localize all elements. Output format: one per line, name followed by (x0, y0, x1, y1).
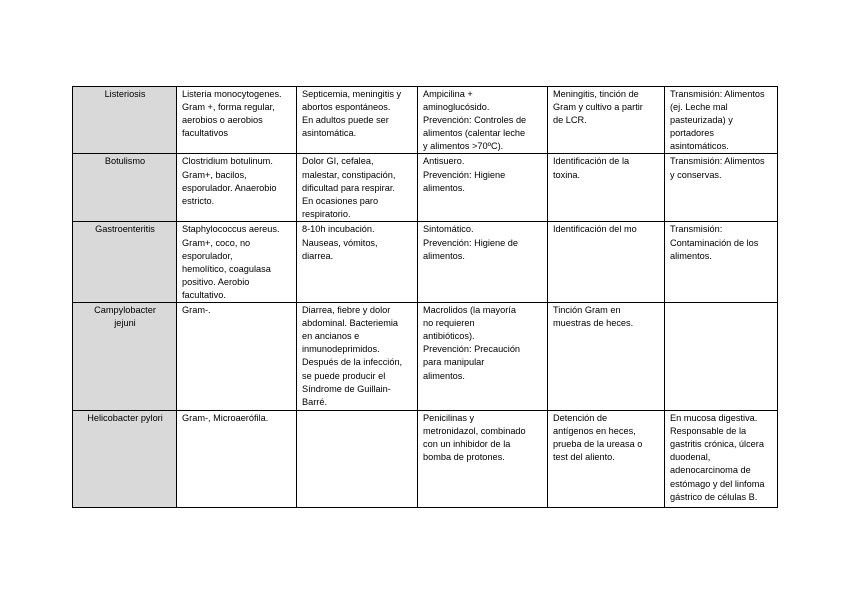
cell-text-line: gástrico de células B. (670, 491, 758, 502)
table-cell (177, 87, 297, 154)
table-cell (548, 154, 665, 222)
table-cell (418, 411, 548, 508)
disease-name-line: Campylobacter (94, 305, 156, 316)
cell-text-line: metronidazol, combinado (423, 426, 526, 437)
disease-name-line: Botulismo (104, 156, 146, 167)
cell-text-line: En adultos puede ser (302, 115, 389, 126)
cell-text-line: Listeria monocytogenes. (182, 89, 282, 99)
table-cell (177, 154, 297, 222)
cell-text-line: Penicilinas y (423, 413, 475, 424)
table-cell (177, 303, 297, 411)
cell-text-line: aerobios o aerobios (182, 115, 263, 126)
cell-text-line: positivo. Aerobio (182, 276, 250, 287)
cell-text-line: asintomáticos. (670, 141, 729, 152)
cell-text-line: duodenal, (670, 452, 711, 463)
cell-text-line: Diarrea, fiebre y dolor (302, 305, 391, 316)
cell-text-line: bomba de protones. (423, 452, 505, 463)
cell-text-line: antígenos en heces, (553, 426, 636, 437)
cell-text-line: Identificación del mo (553, 224, 637, 235)
cell-text-line: Dolor GI, cefalea, (302, 156, 374, 167)
cell-text-line: Prevención: Higiene de (423, 237, 518, 248)
cell-text-line: facultativo. (182, 289, 226, 300)
table-cell (548, 87, 665, 154)
table-row (73, 154, 778, 222)
cell-text-line: de LCR. (553, 115, 587, 126)
cell-text-line: no requieren (423, 318, 475, 329)
cell-text-line: asintomática. (302, 128, 357, 139)
cell-text-line: aminoglucósido. (423, 102, 490, 113)
table-cell (418, 87, 548, 154)
cell-text-line: Transmisión: Alimentos (670, 156, 765, 167)
cell-text-line: alimentos (calentar leche (423, 128, 526, 139)
cell-text-line: Septicemia, meningitis y (302, 89, 402, 99)
cell-text-line: alimentos. (423, 182, 465, 193)
cell-text-line: Transmisión: Alimentos (670, 89, 765, 99)
cell-text-line: alimentos. (670, 250, 712, 261)
cell-text-line: Staphylococcus aereus. (182, 224, 280, 235)
cell-text-line: dificultad para respirar. (302, 182, 395, 193)
table-row (73, 411, 778, 508)
cell-text-line: con un inhibidor de la (423, 439, 511, 450)
cell-text-line: Tinción Gram en (553, 305, 621, 316)
cell-text-line: esporulador, (182, 250, 233, 261)
cell-text-line: estómago y del linfoma (670, 478, 765, 489)
cell-text-line: abdominal. Bacteriemia (302, 318, 399, 329)
table-body (73, 87, 778, 508)
cell-text-line: y conservas. (670, 169, 722, 180)
cell-text-line: inmunodeprimidos. (302, 344, 380, 355)
table-cell (418, 222, 548, 303)
cell-text-line: Macrolidos (la mayoría (423, 305, 516, 316)
cell-text-line: prueba de la ureasa o (553, 439, 643, 450)
cell-text-line: En ocasiones paro (302, 195, 379, 206)
disease-name-line: Listeriosis (104, 89, 146, 99)
cell-text-line: estricto. (182, 195, 215, 206)
cell-text-line: Prevención: Higiene (423, 169, 506, 180)
cell-text-line: gastritis crónica, úlcera (670, 439, 764, 450)
disease-name-cell (73, 87, 177, 154)
table-cell (548, 303, 665, 411)
cell-text-line: Responsable de la (670, 426, 747, 437)
table-row (73, 222, 778, 303)
cell-text-line: se puede producir el (302, 370, 386, 381)
cell-text-line: 8-10h incubación. (302, 224, 375, 235)
table-cell (177, 222, 297, 303)
table-cell (548, 411, 665, 508)
cell-text-line: malestar, constipación, (302, 169, 396, 180)
cell-text-line: Transmisión: (670, 224, 723, 235)
cell-text-line: Barré. (302, 396, 328, 407)
cell-text-line: Contaminación de los (670, 237, 759, 248)
cell-text-line: para manipular (423, 357, 485, 368)
cell-text-line: alimentos. (423, 250, 465, 261)
table-row (73, 87, 778, 154)
cell-text-line: Identificación de la (553, 156, 630, 167)
cell-text-line: Ampicilina + (423, 89, 473, 99)
table-cell (418, 154, 548, 222)
cell-text-line: diarrea. (302, 250, 334, 261)
table-cell (665, 154, 778, 222)
disease-name-line: jejuni (114, 318, 136, 329)
cell-text-line: Gram-, Microaerófila. (182, 413, 269, 424)
cell-text-line: respiratorio. (302, 208, 351, 219)
cell-text-line: Síndrome de Guillain- (302, 383, 391, 394)
cell-text-line: Prevención: Precaución (423, 344, 521, 355)
table-cell (665, 411, 778, 508)
cell-text-line: (ej. Leche mal (670, 102, 728, 113)
table-cell (297, 154, 418, 222)
table-cell (665, 222, 778, 303)
cell-text-line: Gram+, coco, no (182, 237, 251, 248)
disease-name-cell (73, 154, 177, 222)
cell-text-line: hemolítico, coagulasa (182, 263, 271, 274)
cell-text-line: En mucosa digestiva. (670, 413, 758, 424)
cell-text-line: Después de la infección, (302, 357, 403, 368)
cell-text-line: Gram+, bacilos, (182, 169, 247, 180)
disease-name-cell (73, 411, 177, 508)
disease-name-cell (73, 303, 177, 411)
cell-text-line: en ancianos e (302, 331, 360, 342)
cell-text-line: pasteurizada) y (670, 115, 733, 126)
cell-text-line: toxina. (553, 169, 581, 180)
table-cell (177, 411, 297, 508)
bacteria-table (72, 86, 778, 508)
cell-text-line: Gram y cultivo a partir (553, 102, 643, 113)
table-cell (297, 303, 418, 411)
table-cell (665, 87, 778, 154)
table-cell (665, 303, 778, 411)
cell-text-line: muestras de heces. (553, 318, 634, 329)
cell-text-line: antibióticos). (423, 331, 475, 342)
table-row (73, 303, 778, 411)
cell-text-line: abortos espontáneos. (302, 102, 391, 113)
cell-text-line: y alimentos >70ºC). (423, 141, 504, 152)
table-cell (418, 303, 548, 411)
cell-text-line: alimentos. (423, 370, 465, 381)
cell-text-line: Prevención: Controles de (423, 115, 527, 126)
cell-text-line: Gram +, forma regular, (182, 102, 275, 113)
table-cell (297, 222, 418, 303)
cell-text-line: portadores (670, 128, 714, 139)
cell-text-line: Gram-. (182, 305, 211, 316)
cell-text-line: Antisuero. (423, 156, 465, 167)
cell-text-line: facultativos (182, 128, 228, 139)
cell-text-line: Clostridium botulinum. (182, 156, 273, 167)
table-cell (297, 87, 418, 154)
table-cell (548, 222, 665, 303)
disease-name-cell (73, 222, 177, 303)
disease-name-line: Helicobacter pylori (87, 413, 163, 424)
cell-text-line: test del aliento. (553, 452, 615, 463)
disease-name-line: Gastroenteritis (95, 224, 155, 235)
cell-text-line: Sintomático. (423, 224, 474, 235)
cell-text-line: Detención de (553, 413, 608, 424)
cell-text-line: esporulador. Anaerobio (182, 182, 277, 193)
cell-text-line: adenocarcinoma de (670, 465, 751, 476)
cell-text-line: Meningitis, tinción de (553, 89, 639, 99)
table-cell (297, 411, 418, 508)
cell-text-line: Nauseas, vómitos, (302, 237, 378, 248)
